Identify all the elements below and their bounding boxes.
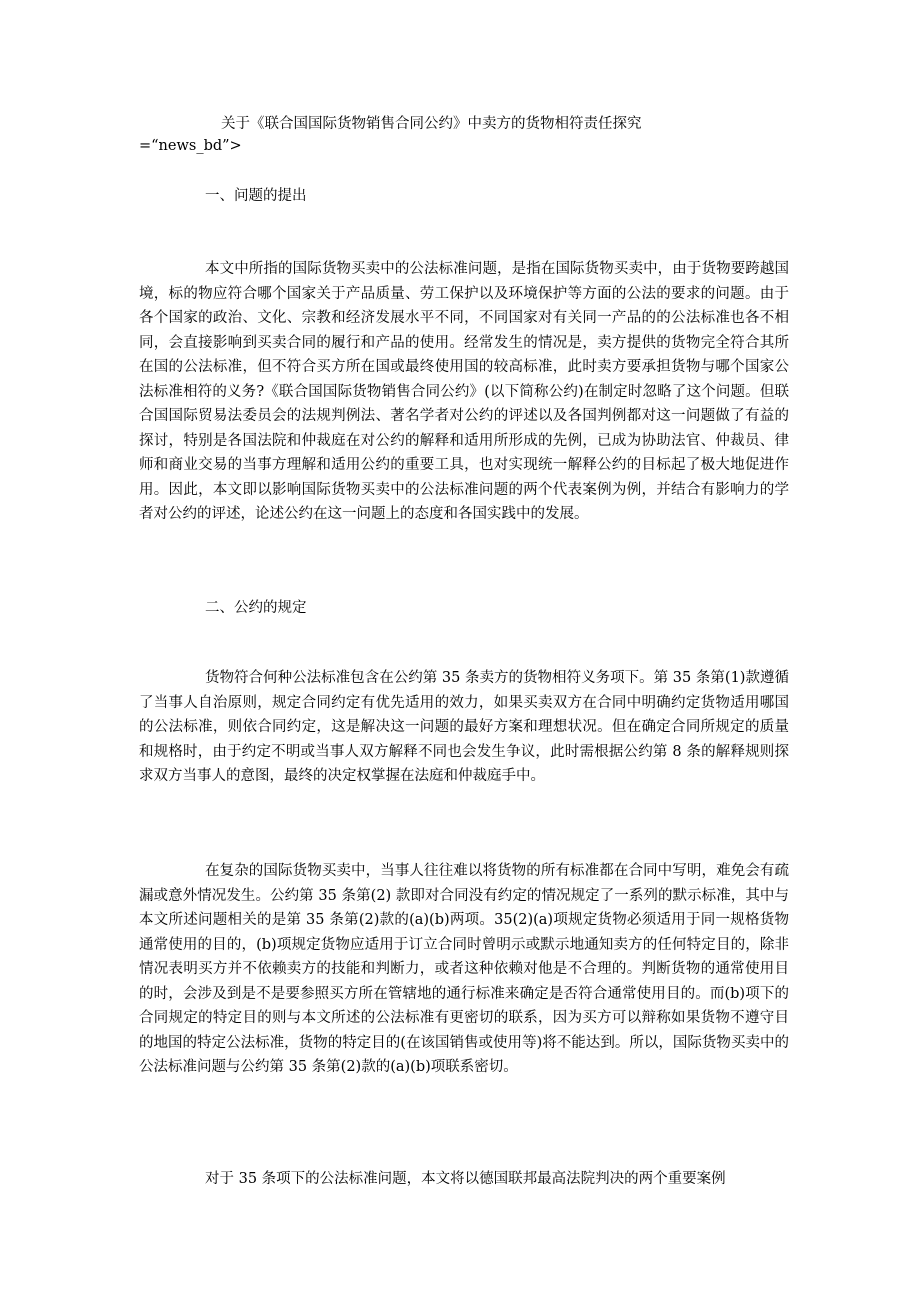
paragraph-3: 在复杂的国际货物买卖中，当事人往往难以将货物的所有标准都在合同中写明，难免会有疏漏或意外情况发生。公约第 35 条第(2) 款即对合同没有约定的情况规定了一系列的默示标准，其中与本文所述问题相关的是第 35 条第(2)款的(a)(b)两项。35(2)(a)项规定货物必须适用于同一规格货物通常使用的目的，(b)项规定货物应适用于订立合同时曾明示或默示地通知卖方的任何特定目的，除非情况表明买方并不依赖卖方的技能和判断力，或者这种依赖对他是不合理的。判断货物的通常使用目的时，会涉及到是不是要参照买方所在管辖地的通行标准来确定是否符合通常使用目的。而(b)项下的合同规定的特定目的则与本文所述的公法标准有更密切的联系，因为买方可以辩称如果货物不遵守目的地国的特定公法标准，货物的特定目的(在该国销售或使用等)将不能达到。所以，国际货物买卖中的公法标准问题与公约第 35 条第(2)款的(a)(b)项联系密切。	[139, 863, 789, 1075]
paragraph-1: 本文中所指的国际货物买卖中的公法标准问题，是指在国际货物买卖中，由于货物要跨越国境，标的物应符合哪个国家关于产品质量、劳工保护以及环境保护等方面的公法的要求的问题。由于各个国家的政治、文化、宗教和经济发展水平不同，不同国家对有关同一产品的的公法标准也各不相同，会直接影响到买卖合同的履行和产品的使用。经常发生的情况是，卖方提供的货物完全符合其所在国的公法标准，但不符合买方所在国或最终使用国的较高标准，此时卖方要承担货物与哪个国家公法标准相符的义务?《联合国国际货物销售合同公约》(以下简称公约)在制定时忽略了这个问题。但联合国国际贸易法委员会的法规判例法、著名学者对公约的评述以及各国判例都对这一问题做了有益的探讨，特别是各国法院和仲裁庭在对公约的解释和适用所形成的先例，已成为协助法官、仲裁员、律师和商业交易的当事方理解和适用公约的重要工具，也对实现统一解释公约的目标起了极大地促进作用。因此，本文即以影响国际货物买卖中的公法标准问题的两个代表案例为例，并结合有影响力的学者对公约的评述，论述公约在这一问题上的态度和各国实践中的发展。	[139, 261, 789, 522]
stray-markup-text: =“news_bd”>	[139, 138, 242, 154]
section-heading-1: 一、问题的提出	[205, 188, 307, 204]
section-heading-2: 二、公约的规定	[205, 600, 307, 616]
paragraph-2: 货物符合何种公法标准包含在公约第 35 条卖方的货物相符义务项下。第 35 条第(1)款遵循了当事人自治原则，规定合同约定有优先适用的效力，如果买卖双方在合同中明确约定货物适用哪国的公法标准，则依合同约定，这是解决这一问题的最好方案和理想状况。但在确定合同所规定的质量和规格时，由于约定不明或当事人双方解释不同也会发生争议，此时需根据公约第 8 条的解释规则探求双方当事人的意图，最终的决定权掌握在法庭和仲裁庭手中。	[139, 670, 789, 784]
paragraph-4: 对于 35 条项下的公法标准问题，本文将以德国联邦最高法院判决的两个重要案例	[205, 1171, 726, 1187]
document-title: 关于《联合国国际货物销售合同公约》中卖方的货物相符责任探究	[221, 116, 642, 132]
